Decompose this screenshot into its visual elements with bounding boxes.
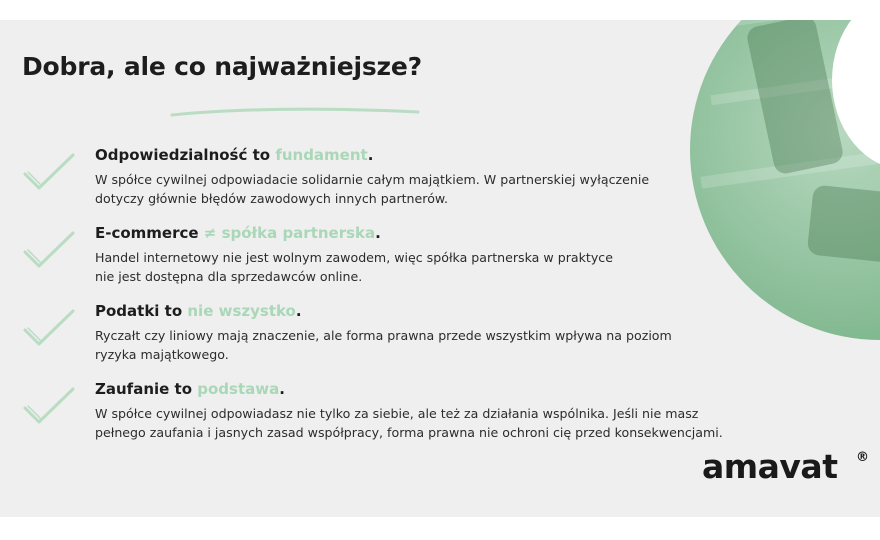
registered-mark: ® — [856, 450, 869, 465]
item-description: Handel internetowy nie jest wolnym zawodem, więc spółka partnerska w praktyce nie jest dostępna dla sprzedawców online. — [95, 250, 613, 284]
brand-logo: amavat — [702, 447, 838, 486]
item-title: Zaufanie to podstawa. — [95, 380, 285, 398]
item-description: W spółce cywilnej odpowiadasz nie tylko za siebie, ale też za działania wspólnika. Jeśli nie masz pełnego zaufania i jasnych zasad współpracy, forma prawna nie ochroni cię przed konsekwencjami. — [95, 406, 723, 440]
page-title: Dobra, ale co najważniejsze? — [22, 52, 422, 81]
checkmark-icon — [22, 150, 76, 194]
checkmark-icon — [22, 384, 76, 428]
item-title-accent: fundament — [275, 146, 368, 164]
checkmark-icon — [22, 228, 76, 272]
item-description: W spółce cywilnej odpowiadacie solidarnie całym majątkiem. W partnerskiej wyłączenie dotyczy głównie błędów zawodowych innych partnerów. — [95, 172, 650, 206]
item-title: Odpowiedzialność to fundament. — [95, 146, 374, 164]
checkmark-icon — [22, 306, 76, 350]
item-title: Podatki to nie wszystko. — [95, 302, 302, 320]
item-description: Ryczałt czy liniowy mają znaczenie, ale forma prawna przede wszystkim wpływa na poziom ryzyka majątkowego. — [95, 328, 672, 362]
item-title-accent: nie wszystko — [187, 302, 296, 320]
item-title: E-commerce ≠ spółka partnerska. — [95, 224, 381, 242]
item-title-accent: ≠ spółka partnerska — [203, 224, 376, 242]
item-title-accent: podstawa — [197, 380, 280, 398]
heading-underline-swash — [170, 106, 420, 118]
